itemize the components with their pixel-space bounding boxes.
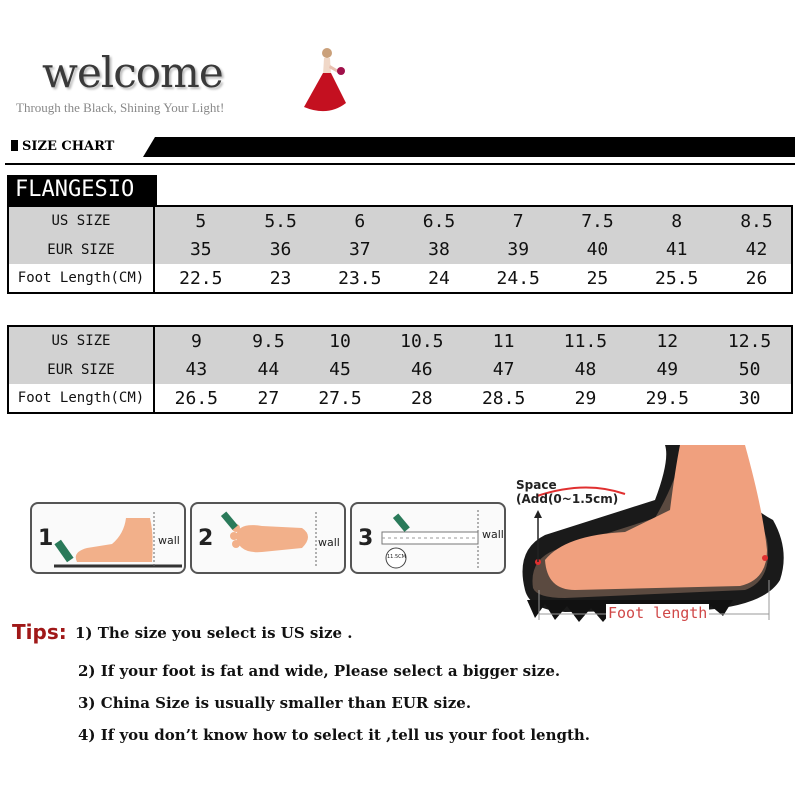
table-row bbox=[8, 326, 792, 355]
divider bbox=[5, 163, 795, 165]
table-cell: 28.5 bbox=[463, 384, 545, 413]
table-cell: 11.5 bbox=[545, 326, 627, 355]
table-cell: 40 bbox=[564, 235, 632, 264]
table-cell: 9.5 bbox=[238, 326, 299, 355]
tagline: Through the Black, Shining Your Light! bbox=[16, 100, 225, 115]
table-cell: 43 bbox=[154, 355, 238, 384]
step-1-panel bbox=[30, 502, 186, 574]
size-chart-bar bbox=[5, 137, 795, 157]
row-label: Foot Length(CM) bbox=[8, 264, 154, 293]
size-table-1 bbox=[7, 205, 793, 294]
row-label: US SIZE bbox=[8, 326, 154, 355]
step-number: 2 bbox=[198, 526, 214, 551]
measure-steps bbox=[30, 502, 504, 574]
wall-label: wall bbox=[158, 534, 180, 547]
table-cell: 30 bbox=[708, 384, 792, 413]
tip-item: 3) China Size is usually smaller than EUR size. bbox=[78, 694, 472, 712]
wall-label: wall bbox=[482, 528, 504, 541]
wall-label: wall bbox=[318, 536, 340, 549]
table-cell: 28 bbox=[381, 384, 463, 413]
tip-item: 4) If you don’t know how to select it ,tell us your foot length. bbox=[78, 726, 591, 744]
table-cell: 9 bbox=[154, 326, 238, 355]
table-cell: 25.5 bbox=[631, 264, 722, 293]
space-label-range: (Add(0~1.5cm) bbox=[516, 492, 619, 506]
table-cell: 27.5 bbox=[299, 384, 381, 413]
brand-label: FLANGESIO bbox=[7, 175, 157, 205]
table-cell: 10 bbox=[299, 326, 381, 355]
table-cell: 5 bbox=[154, 206, 247, 235]
step-2-panel bbox=[190, 502, 346, 574]
row-label: Foot Length(CM) bbox=[8, 384, 154, 413]
table-cell: 22.5 bbox=[154, 264, 247, 293]
foot-length-label: Foot length bbox=[608, 604, 708, 622]
table-cell: 37 bbox=[315, 235, 406, 264]
table-cell: 11 bbox=[463, 326, 545, 355]
table-cell: 26 bbox=[722, 264, 792, 293]
row-label: EUR SIZE bbox=[8, 235, 154, 264]
table-cell: 24.5 bbox=[473, 264, 564, 293]
space-label bbox=[516, 478, 618, 506]
table-cell: 29 bbox=[545, 384, 627, 413]
table-cell: 23 bbox=[247, 264, 315, 293]
table-cell: 38 bbox=[405, 235, 473, 264]
table-row bbox=[8, 264, 792, 293]
table-cell: 50 bbox=[708, 355, 792, 384]
table-cell: 48 bbox=[545, 355, 627, 384]
square-icon bbox=[11, 140, 18, 151]
step-3-panel bbox=[350, 502, 506, 574]
table-cell: 25 bbox=[564, 264, 632, 293]
table-cell: 12 bbox=[626, 326, 708, 355]
table-row bbox=[8, 206, 792, 235]
table-cell: 8.5 bbox=[722, 206, 792, 235]
table-cell: 35 bbox=[154, 235, 247, 264]
tips-title: Tips: bbox=[12, 620, 67, 644]
doll-logo-image bbox=[300, 45, 350, 117]
table-cell: 42 bbox=[722, 235, 792, 264]
table-cell: 36 bbox=[247, 235, 315, 264]
table-cell: 8 bbox=[631, 206, 722, 235]
table-row bbox=[8, 235, 792, 264]
welcome-title: welcome bbox=[42, 48, 223, 97]
tip-item: 2) If your foot is fat and wide, Please select a bigger size. bbox=[78, 662, 561, 680]
table-cell: 29.5 bbox=[626, 384, 708, 413]
table-cell: 44 bbox=[238, 355, 299, 384]
row-label: US SIZE bbox=[8, 206, 154, 235]
table-cell: 26.5 bbox=[154, 384, 238, 413]
size-chart-heading bbox=[11, 139, 114, 154]
table-cell: 7 bbox=[473, 206, 564, 235]
tip-item: 1) The size you select is US size . bbox=[75, 624, 353, 642]
table-cell: 12.5 bbox=[708, 326, 792, 355]
size-table-2 bbox=[7, 325, 793, 414]
table-cell: 6 bbox=[315, 206, 406, 235]
table-cell: 5.5 bbox=[247, 206, 315, 235]
row-label: EUR SIZE bbox=[8, 355, 154, 384]
table-cell: 47 bbox=[463, 355, 545, 384]
ruler-label: 11.5CM bbox=[387, 554, 406, 560]
table-cell: 27 bbox=[238, 384, 299, 413]
table-cell: 6.5 bbox=[405, 206, 473, 235]
table-cell: 39 bbox=[473, 235, 564, 264]
table-cell: 49 bbox=[626, 355, 708, 384]
table-row bbox=[8, 384, 792, 413]
table-row bbox=[8, 355, 792, 384]
shoe-foot-diagram bbox=[505, 440, 795, 630]
step-number: 3 bbox=[358, 526, 374, 551]
size-chart-title: SIZE CHART bbox=[22, 139, 115, 154]
table-cell: 41 bbox=[631, 235, 722, 264]
header bbox=[0, 0, 800, 130]
space-label-title: Space bbox=[516, 478, 557, 492]
table-cell: 24 bbox=[405, 264, 473, 293]
table-cell: 7.5 bbox=[564, 206, 632, 235]
table-cell: 46 bbox=[381, 355, 463, 384]
table-cell: 45 bbox=[299, 355, 381, 384]
step-number: 1 bbox=[38, 526, 54, 551]
table-cell: 23.5 bbox=[315, 264, 406, 293]
table-cell: 10.5 bbox=[381, 326, 463, 355]
